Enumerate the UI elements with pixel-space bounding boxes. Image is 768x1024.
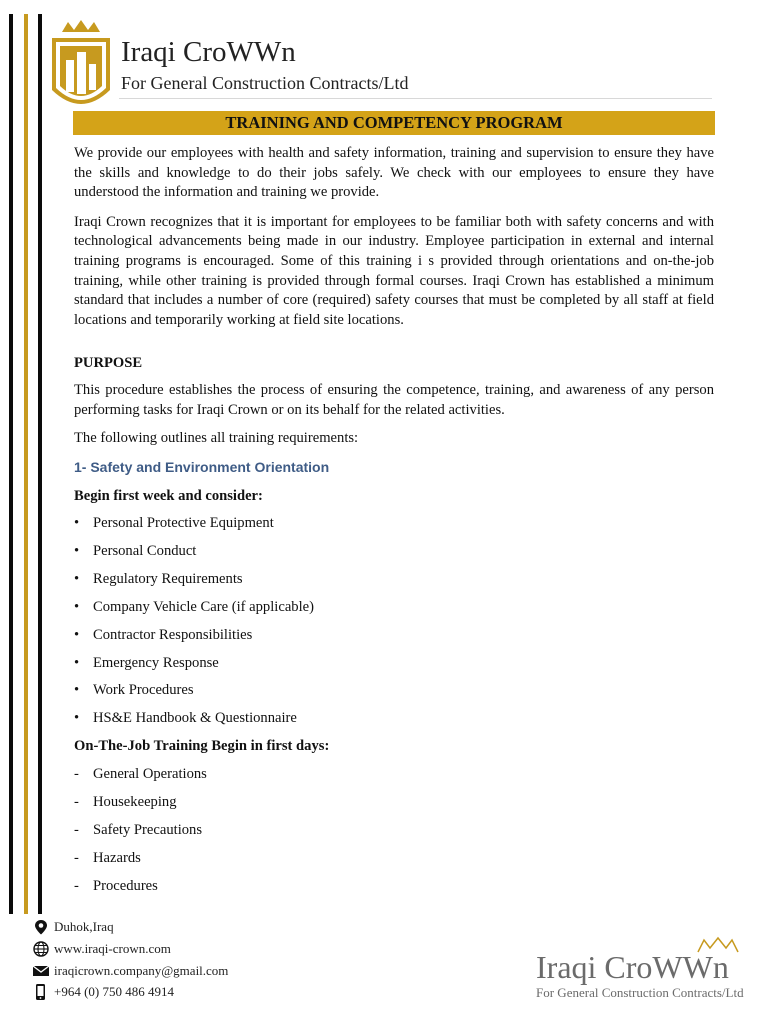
- section-1-heading: 1- Safety and Environment Orientation: [74, 459, 330, 475]
- list-item: • HS&E Handbook & Questionnaire: [74, 710, 297, 726]
- document-title: TRAINING AND COMPETENCY PROGRAM: [73, 111, 715, 135]
- brand-name: Iraqi CroWWn: [121, 36, 296, 68]
- header-divider: [119, 98, 712, 99]
- purpose-heading: PURPOSE: [74, 355, 143, 371]
- list-item: - Hazards: [74, 850, 141, 866]
- outline-text: The following outlines all training requirements:: [74, 430, 359, 446]
- list-item: • Contractor Responsibilities: [74, 627, 253, 643]
- list-item: • Regulatory Requirements: [74, 571, 243, 587]
- list-item: - General Operations: [74, 766, 207, 782]
- crown-building-logo: [50, 20, 112, 116]
- left-gold-bar: [24, 14, 28, 914]
- section-1-subheading: Begin first week and consider:: [74, 488, 263, 504]
- list-item: • Personal Conduct: [74, 543, 197, 559]
- purpose-text: This procedure establishes the process of ensuring the competence, training, and awareness of any person performing tasks for Iraqi Crown or on its behalf for the related activities.: [74, 382, 714, 418]
- list-item: - Safety Precautions: [74, 822, 203, 838]
- list-item: • Emergency Response: [74, 655, 219, 671]
- brand-subtitle: For General Construction Contracts/Ltd: [121, 73, 409, 93]
- list-item: • Work Procedures: [74, 682, 194, 698]
- footer-brand-name: Iraqi CroWWn: [536, 949, 729, 985]
- footer-website[interactable]: www.iraqi-crown.com: [32, 940, 171, 957]
- phone-icon: [32, 984, 54, 1000]
- list-item: • Company Vehicle Care (if applicable): [74, 599, 314, 615]
- list-item: • Personal Protective Equipment: [74, 515, 274, 531]
- footer-location: Duhok,Iraq: [32, 918, 114, 935]
- footer-phone[interactable]: +964 (0) 750 486 4914: [32, 983, 174, 1000]
- list-item: - Procedures: [74, 878, 158, 894]
- location-pin-icon: [32, 919, 54, 935]
- intro-paragraph-1: We provide our employees with health and safety information, training and supervision to ensure they have the skills and knowledge to do their jobs safely. We check with our employees to ensure they have understood the information and training we provide.: [74, 145, 714, 201]
- globe-icon: [32, 941, 54, 957]
- intro-section: [74, 144, 714, 330]
- left-black-bar: [9, 14, 13, 914]
- intro-paragraph-2: Iraqi Crown recognizes that it is important for employees to be familiar both with safety concerns and with technological advancements being made in our industry. Employee participation in external and internal training programs is encouraged. Some of this training i s provided through orientations and on-the-job training, while other training is provided through formal courses. Iraqi Crown has established a minimum standard that includes a number of core (required) safety courses that must be completed by all staff at field locations and temporarily working at field site locations.: [74, 213, 714, 328]
- left-black-bar-inner: [38, 14, 42, 914]
- envelope-icon: [32, 963, 54, 979]
- footer-email[interactable]: iraqicrown.company@gmail.com: [32, 962, 228, 979]
- list-item: - Housekeeping: [74, 794, 177, 810]
- footer-brand-subtitle: For General Construction Contracts/Ltd: [536, 985, 744, 1000]
- ojt-heading: On-The-Job Training Begin in first days:: [74, 738, 330, 754]
